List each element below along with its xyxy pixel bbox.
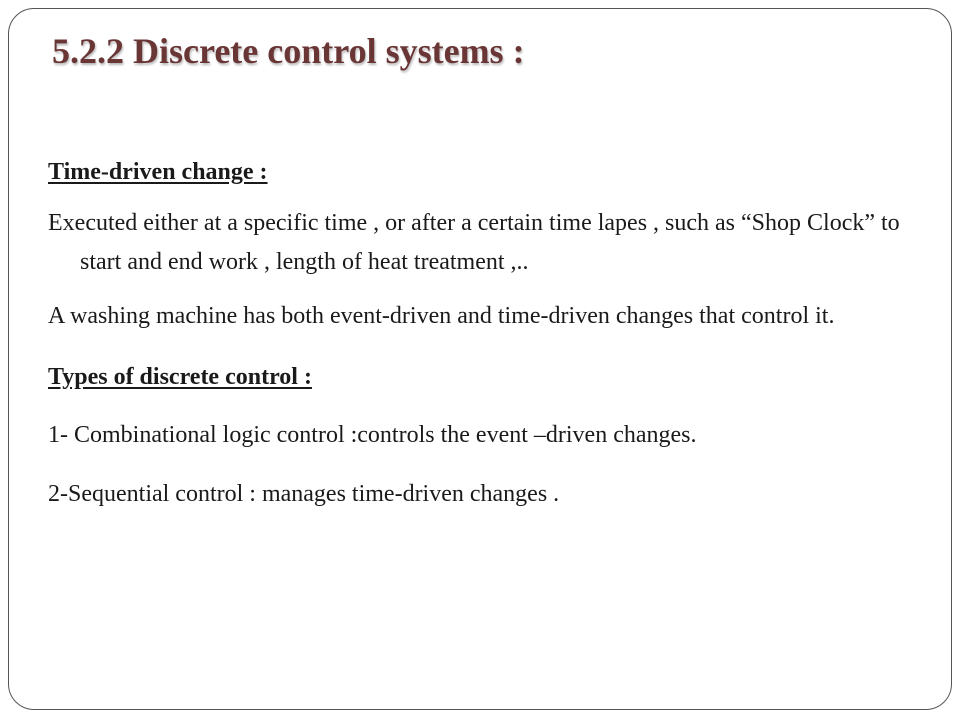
paragraph-washing-machine-example: A washing machine has both event-driven and time-driven changes that control it. <box>48 303 835 329</box>
slide-title: 5.2.2 Discrete control systems : <box>52 31 525 71</box>
list-item-combinational-logic: 1- Combinational logic control :controls the event –driven changes. <box>48 422 697 448</box>
section-heading-types-of-control: Types of discrete control : <box>48 364 312 390</box>
section-heading-time-driven: Time-driven change : <box>48 159 268 185</box>
paragraph-time-driven-definition: Executed either at a specific time , or after a certain time lapes , such as “Shop Clock” to start and end work , length of heat treatment ,.. <box>48 210 900 275</box>
slide-body <box>48 153 928 514</box>
list-item-sequential-control: 2-Sequential control : manages time-driven changes . <box>48 481 560 507</box>
